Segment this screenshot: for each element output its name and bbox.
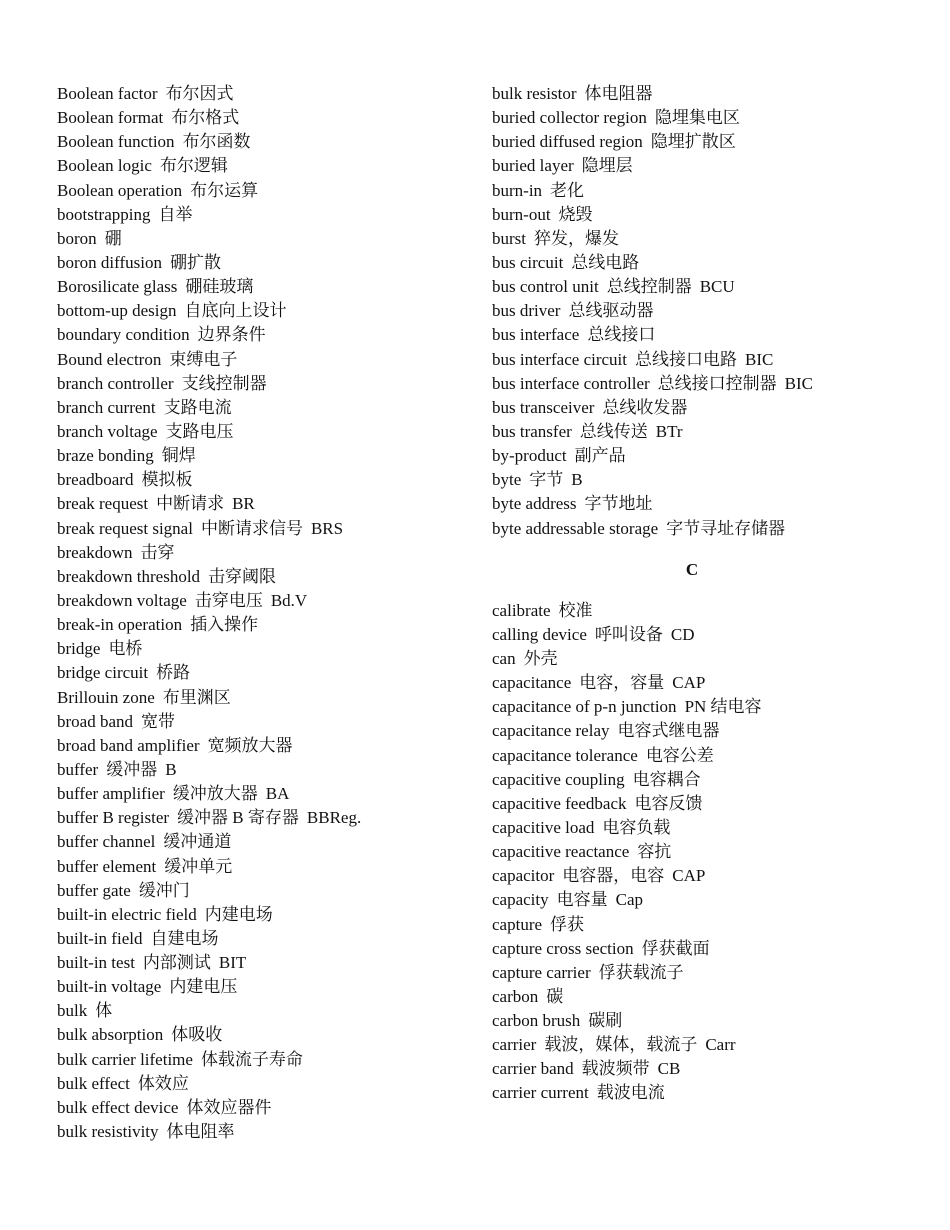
entry-translation: 电容耦合 <box>632 769 701 789</box>
glossary-entry <box>57 734 487 758</box>
entry-translation: 击穿电压 <box>194 590 263 610</box>
entry-abbreviation: BBReg. <box>306 808 362 828</box>
entry-translation: 体吸收 <box>171 1025 223 1045</box>
glossary-entry <box>57 396 487 420</box>
entry-abbreviation: Bd.V <box>270 590 308 610</box>
entry-translation: 支路电流 <box>163 397 232 417</box>
entry-translation: 总线接口电路 <box>635 349 737 369</box>
glossary-entry <box>492 816 922 840</box>
entry-translation: 中断请求 <box>156 494 225 514</box>
entry-translation: 总线控制器 <box>606 277 692 297</box>
entry-translation: 内建电压 <box>169 977 238 997</box>
entry-translation: 硼硅玻璃 <box>185 277 254 297</box>
glossary-entry <box>492 275 922 299</box>
entry-term: break request signal <box>57 518 193 538</box>
entry-term: bus interface circuit <box>492 349 627 369</box>
entry-translation: 总线电路 <box>571 252 640 272</box>
glossary-entry <box>492 864 922 888</box>
entry-term: carrier band <box>492 1059 574 1079</box>
entry-translation: 碳刷 <box>588 1011 623 1031</box>
glossary-entry <box>492 82 922 106</box>
glossary-entry <box>492 1009 922 1033</box>
entry-abbreviation: Cap <box>615 890 644 910</box>
entry-abbreviation: BTr <box>655 421 683 441</box>
glossary-entry <box>57 975 487 999</box>
entry-term: buffer element <box>57 856 157 876</box>
glossary-entry <box>492 840 922 864</box>
entry-translation: 中断请求信号 <box>200 518 303 538</box>
glossary-entry <box>492 130 922 154</box>
glossary-entry <box>57 1048 487 1072</box>
glossary-entry <box>57 589 487 613</box>
entry-translation: 载波频带 <box>581 1059 650 1079</box>
entry-term: built-in electric field <box>57 904 197 924</box>
glossary-entry <box>57 130 487 154</box>
entry-translation: 俘获 <box>550 914 585 934</box>
entry-term: byte address <box>492 494 577 514</box>
entry-translation: 老化 <box>550 180 585 200</box>
entry-translation: 总线收发器 <box>602 397 688 417</box>
entry-translation: 缓冲门 <box>138 880 190 900</box>
entry-translation: 体效应器件 <box>186 1097 272 1117</box>
entry-translation: 布尔逻辑 <box>159 156 228 176</box>
glossary-entry <box>57 348 487 372</box>
entry-translation: 宽频放大器 <box>207 735 293 755</box>
glossary-entry <box>57 710 487 734</box>
entry-term: capacitive reactance <box>492 842 630 862</box>
entry-term: bus circuit <box>492 252 564 272</box>
glossary-entry <box>492 1057 922 1081</box>
entry-term: breadboard <box>57 470 134 490</box>
entry-term: branch voltage <box>57 421 158 441</box>
entry-term: Boolean operation <box>57 180 183 200</box>
entry-translation: 布里渊区 <box>162 687 231 707</box>
entry-term: broad band amplifier <box>57 735 200 755</box>
entry-translation: 隐埋扩散区 <box>650 132 736 152</box>
entry-translation: 内部测试 <box>142 953 211 973</box>
entry-term: Boolean format <box>57 108 164 128</box>
entry-term: capacity <box>492 890 549 910</box>
glossary-entry <box>492 888 922 912</box>
glossary-entry <box>57 299 487 323</box>
entry-abbreviation: Carr <box>705 1035 736 1055</box>
glossary-entry <box>57 179 487 203</box>
glossary-entry <box>57 517 487 541</box>
glossary-entry <box>57 444 487 468</box>
right-column <box>492 82 922 1106</box>
entry-term: calibrate <box>492 600 551 620</box>
entry-term: bulk effect <box>57 1073 130 1093</box>
glossary-entry <box>57 251 487 275</box>
entry-abbreviation: BRS <box>310 518 344 538</box>
entry-translation: 自举 <box>158 204 193 224</box>
glossary-entry <box>57 1072 487 1096</box>
entry-translation: 电容反馈 <box>634 793 703 813</box>
entry-translation: 总线接口控制器 <box>657 373 777 393</box>
glossary-entry <box>492 468 922 492</box>
entry-translation: 总线驱动器 <box>568 301 654 321</box>
glossary-entry <box>492 961 922 985</box>
entry-term: bottom-up design <box>57 301 177 321</box>
glossary-entry <box>492 913 922 937</box>
entry-translation: 俘获截面 <box>641 938 710 958</box>
entry-term: bus interface <box>492 325 580 345</box>
entry-translation: 布尔运算 <box>190 180 259 200</box>
entry-translation: 载波电流 <box>596 1083 665 1103</box>
entry-term: capture cross section <box>492 938 634 958</box>
entry-term: buried collector region <box>492 108 647 128</box>
entry-term: by-product <box>492 446 567 466</box>
glossary-entry <box>57 203 487 227</box>
entry-translation: 击穿阈限 <box>208 566 277 586</box>
entry-term: buried diffused region <box>492 132 643 152</box>
entry-term: capture <box>492 914 543 934</box>
right-column-top-list <box>492 82 922 541</box>
right-column-bottom-list <box>492 599 922 1106</box>
entry-translation: 外壳 <box>523 648 558 668</box>
entry-term: bus transceiver <box>492 397 595 417</box>
entry-abbreviation: BIC <box>745 349 774 369</box>
entry-term: capacitance relay <box>492 721 610 741</box>
glossary-entry <box>492 599 922 623</box>
entry-translation: 碳 <box>546 986 564 1006</box>
entry-translation: 体效应 <box>137 1073 189 1093</box>
entry-translation: 缓冲单元 <box>164 856 233 876</box>
entry-abbreviation: CAP <box>672 866 706 886</box>
entry-term: branch controller <box>57 373 174 393</box>
entry-term: capacitor <box>492 866 555 886</box>
entry-term: bulk resistivity <box>57 1122 159 1142</box>
entry-term: capacitance tolerance <box>492 745 638 765</box>
entry-term: braze bonding <box>57 446 154 466</box>
entry-translation: 字节地址 <box>584 494 653 514</box>
glossary-entry <box>492 323 922 347</box>
entry-term: buffer B register <box>57 808 170 828</box>
glossary-entry <box>57 999 487 1023</box>
glossary-entry <box>492 671 922 695</box>
entry-term: buffer amplifier <box>57 784 165 804</box>
entry-translation: 布尔因式 <box>165 84 234 103</box>
entry-term: broad band <box>57 711 134 731</box>
entry-term: built-in field <box>57 928 143 948</box>
glossary-entry <box>492 420 922 444</box>
entry-abbreviation: BR <box>232 494 255 514</box>
glossary-entry <box>492 251 922 275</box>
glossary-entry <box>57 468 487 492</box>
entry-term: capacitance <box>492 673 572 693</box>
entry-term: burst <box>492 228 526 248</box>
glossary-entry <box>492 348 922 372</box>
entry-abbreviation: BCU <box>699 277 735 297</box>
entry-term: capture carrier <box>492 962 591 982</box>
entry-term: bus interface controller <box>492 373 650 393</box>
entry-abbreviation: B <box>571 470 583 490</box>
entry-term: buffer gate <box>57 880 131 900</box>
glossary-entry <box>492 299 922 323</box>
entry-term: Bound electron <box>57 349 162 369</box>
entry-term: Brillouin zone <box>57 687 155 707</box>
entry-term: buffer <box>57 759 99 779</box>
entry-translation: 体 <box>95 1001 113 1021</box>
entry-term: byte <box>492 470 522 490</box>
entry-translation: 铜焊 <box>161 446 196 466</box>
glossary-entry <box>492 492 922 516</box>
entry-term: carrier <box>492 1035 537 1055</box>
entry-translation: 电容公差 <box>645 745 714 765</box>
entry-term: boron diffusion <box>57 252 162 272</box>
entry-translation: 校准 <box>558 600 593 620</box>
glossary-entry <box>492 227 922 251</box>
entry-term: break-in operation <box>57 615 183 635</box>
entry-translation: 自底向上设计 <box>184 301 287 321</box>
glossary-entry <box>57 82 487 106</box>
entry-translation: 电容量 <box>556 890 608 910</box>
entry-term: capacitive coupling <box>492 769 625 789</box>
glossary-entry <box>492 695 922 719</box>
entry-translation: 烧毁 <box>558 204 593 224</box>
entry-translation: 支路电压 <box>165 421 234 441</box>
entry-translation: 内建电场 <box>204 904 273 924</box>
entry-term: burn-out <box>492 204 551 224</box>
glossary-entry <box>492 154 922 178</box>
entry-term: bus driver <box>492 301 561 321</box>
glossary-entry <box>57 758 487 782</box>
entry-term: carrier current <box>492 1083 589 1103</box>
glossary-entry <box>57 661 487 685</box>
glossary-entry <box>57 879 487 903</box>
glossary-entry <box>492 203 922 227</box>
entry-term: carbon <box>492 986 539 1006</box>
entry-abbreviation: CD <box>670 624 695 644</box>
glossary-entry <box>57 927 487 951</box>
glossary-entry <box>57 637 487 661</box>
section-heading-c: C <box>685 559 699 579</box>
glossary-entry <box>57 275 487 299</box>
glossary-entry <box>492 768 922 792</box>
glossary-entry <box>57 565 487 589</box>
entry-translation: 隐埋层 <box>581 156 633 176</box>
entry-term: bridge circuit <box>57 663 149 683</box>
left-column <box>57 82 487 1144</box>
glossary-entry <box>57 1120 487 1144</box>
entry-translation: 缓冲放大器 <box>172 784 258 804</box>
entry-translation: 电容负载 <box>602 817 671 837</box>
glossary-entry <box>57 420 487 444</box>
entry-term: Boolean factor <box>57 84 158 103</box>
glossary-entry <box>57 1096 487 1120</box>
entry-term: calling device <box>492 624 587 644</box>
glossary-entry <box>492 106 922 130</box>
entry-abbreviation: BIC <box>784 373 813 393</box>
glossary-entry <box>57 106 487 130</box>
entry-translation: 电桥 <box>108 639 143 659</box>
glossary-entry <box>57 1023 487 1047</box>
entry-term: Boolean function <box>57 132 175 152</box>
entry-term: bulk <box>57 1001 88 1021</box>
glossary-entry <box>492 444 922 468</box>
entry-translation: 缓冲器 <box>106 759 158 779</box>
glossary-entry <box>492 985 922 1009</box>
entry-translation: 俘获载流子 <box>598 962 684 982</box>
entry-term: buffer channel <box>57 832 156 852</box>
entry-translation: 束缚电子 <box>169 349 238 369</box>
entry-term: bulk resistor <box>492 84 577 103</box>
entry-term: branch current <box>57 397 156 417</box>
entry-term: Borosilicate glass <box>57 277 178 297</box>
glossary-entry <box>492 647 922 671</box>
entry-term: capacitive feedback <box>492 793 627 813</box>
glossary-entry <box>57 951 487 975</box>
entry-term: buried layer <box>492 156 574 176</box>
entry-translation: 副产品 <box>574 446 626 466</box>
entry-term: byte addressable storage <box>492 518 659 538</box>
glossary-entry <box>57 830 487 854</box>
entry-term: bulk carrier lifetime <box>57 1049 193 1069</box>
entry-translation: 隐埋集电区 <box>654 108 740 128</box>
glossary-entry <box>492 372 922 396</box>
entry-term: built-in test <box>57 953 135 973</box>
glossary-entry <box>492 517 922 541</box>
entry-term: carbon brush <box>492 1011 581 1031</box>
entry-term: Boolean logic <box>57 156 152 176</box>
glossary-entry <box>57 686 487 710</box>
entry-abbreviation: CB <box>657 1059 681 1079</box>
entry-term: bus control unit <box>492 277 599 297</box>
entry-translation: 总线接口 <box>587 325 656 345</box>
entry-translation: 体载流子寿命 <box>200 1049 303 1069</box>
glossary-entry <box>492 1081 922 1105</box>
glossary-entry <box>57 323 487 347</box>
entry-term: breakdown voltage <box>57 590 187 610</box>
entry-translation: 模拟板 <box>141 470 193 490</box>
glossary-entry <box>57 227 487 251</box>
glossary-entry <box>57 855 487 879</box>
glossary-entry <box>492 744 922 768</box>
glossary-entry <box>57 903 487 927</box>
entry-abbreviation: BA <box>265 784 290 804</box>
glossary-entry <box>57 492 487 516</box>
entry-abbreviation: CAP <box>672 673 706 693</box>
entry-term: boundary condition <box>57 325 190 345</box>
glossary-entry <box>492 179 922 203</box>
entry-abbreviation: B <box>165 759 177 779</box>
entry-translation: 支线控制器 <box>181 373 267 393</box>
entry-abbreviation: BIT <box>218 953 247 973</box>
glossary-entry <box>492 623 922 647</box>
entry-translation: 击穿 <box>140 542 175 562</box>
glossary-entry <box>492 719 922 743</box>
entry-translation: 硼扩散 <box>170 252 221 272</box>
entry-translation: PN 结电容 <box>684 697 762 717</box>
entry-translation: 电容器，电容 <box>562 866 665 886</box>
entry-translation: 字节 <box>529 470 564 490</box>
entry-translation: 容抗 <box>637 842 672 862</box>
entry-translation: 体电阻器 <box>584 84 653 103</box>
entry-term: bulk absorption <box>57 1025 164 1045</box>
entry-term: bus transfer <box>492 421 572 441</box>
glossary-entry <box>492 792 922 816</box>
entry-translation: 插入操作 <box>190 615 259 635</box>
entry-term: break request <box>57 494 149 514</box>
entry-translation: 体电阻率 <box>166 1122 235 1142</box>
entry-term: built-in voltage <box>57 977 162 997</box>
entry-translation: 自建电场 <box>150 928 219 948</box>
entry-term: bridge <box>57 639 101 659</box>
entry-term: breakdown <box>57 542 133 562</box>
entry-translation: 布尔格式 <box>171 108 240 128</box>
entry-translation: 缓冲通道 <box>163 832 232 852</box>
entry-translation: 边界条件 <box>197 325 266 345</box>
entry-translation: 载波，媒体，载流子 <box>544 1035 698 1055</box>
entry-term: bulk effect device <box>57 1097 179 1117</box>
entry-term: breakdown threshold <box>57 566 201 586</box>
glossary-entry <box>57 541 487 565</box>
glossary-entry <box>57 782 487 806</box>
glossary-entry <box>57 613 487 637</box>
glossary-entry <box>57 806 487 830</box>
entry-translation: 硼 <box>104 228 122 248</box>
entry-translation: 电容式继电器 <box>617 721 720 741</box>
entry-translation: 总线传送 <box>579 421 648 441</box>
glossary-entry <box>57 154 487 178</box>
entry-translation: 电容，容量 <box>579 673 665 693</box>
glossary-entry <box>492 396 922 420</box>
glossary-entry <box>492 937 922 961</box>
entry-translation: 布尔函数 <box>182 132 251 152</box>
entry-translation: 桥路 <box>156 663 191 683</box>
glossary-entry <box>57 372 487 396</box>
entry-translation: 猝发，爆发 <box>534 228 619 248</box>
entry-term: capacitance of p-n junction <box>492 697 677 717</box>
glossary-entry <box>492 1033 922 1057</box>
entry-term: burn-in <box>492 180 543 200</box>
entry-translation: 缓冲器 B 寄存器 <box>177 808 299 828</box>
entry-term: can <box>492 648 516 668</box>
entry-term: bootstrapping <box>57 204 151 224</box>
entry-term: capacitive load <box>492 817 595 837</box>
entry-translation: 宽带 <box>141 711 176 731</box>
entry-translation: 呼叫设备 <box>594 624 663 644</box>
entry-term: boron <box>57 228 97 248</box>
entry-translation: 字节寻址存储器 <box>666 518 786 538</box>
